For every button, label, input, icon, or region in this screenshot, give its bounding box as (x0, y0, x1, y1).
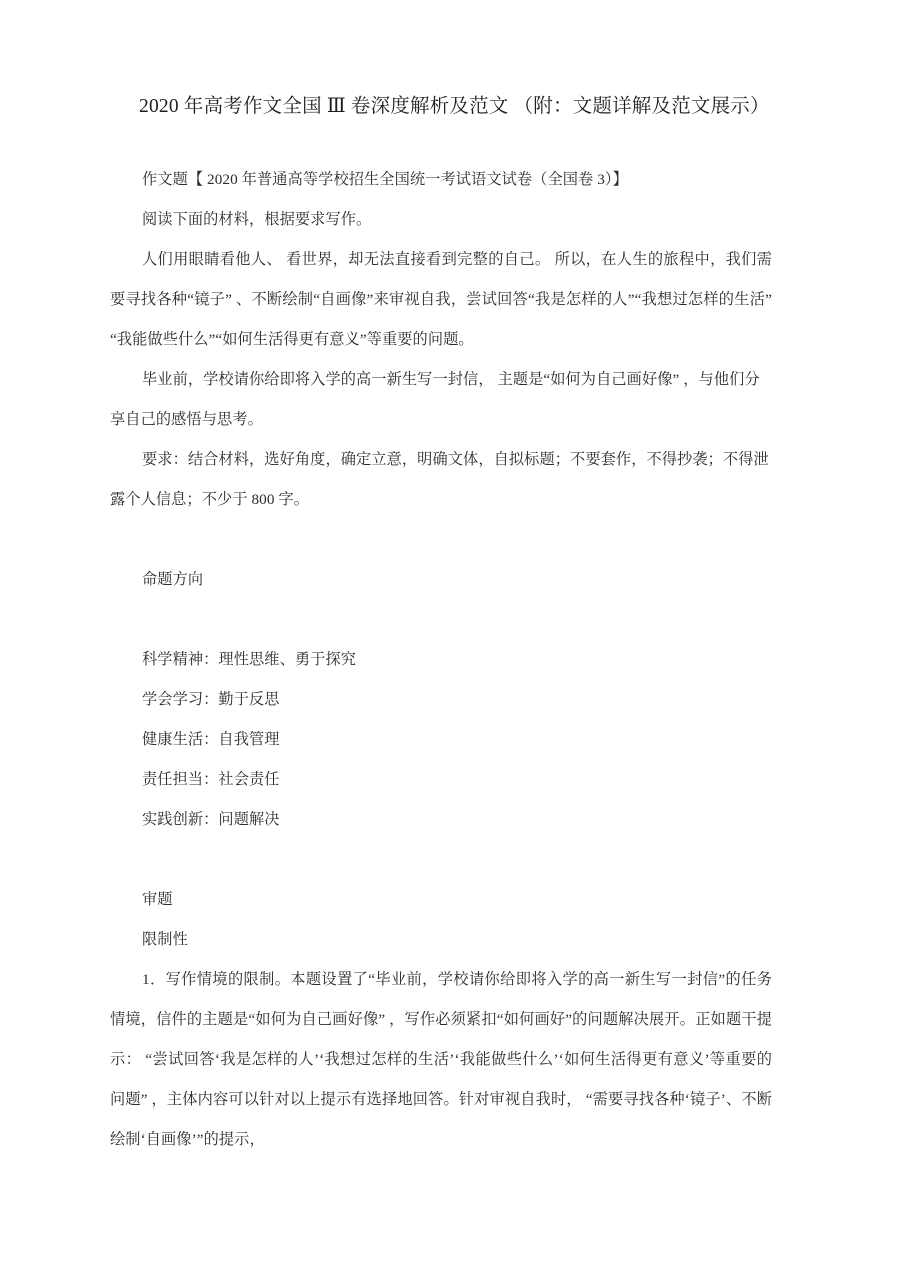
document-body (110, 160, 772, 1160)
material-paragraph-1: 人们用眼睛看他人、 看世界，却无法直接看到完整的自己。 所以，在人生的旅程中，我们需要寻找各种“镜子” 、不断绘制“自画像”来审视自我，尝试回答“我是怎样的人”“我想过怎样的生活”“我能做些什么”“如何生活得更有意义”等重要的问题。 (110, 251, 772, 348)
direction-item-learning: 学会学习：勤于反思 (142, 691, 280, 708)
instruction-line: 阅读下面的材料，根据要求写作。 (142, 211, 372, 228)
restriction-item-1: 1．写作情境的限制。本题设置了“毕业前，学校请你给即将入学的高一新生写一封信”的任务情境，信件的主题是“如何为自己画好像” ，写作必须紧扣“如何画好”的问题解决展开。正如题干提示： “尝试回答‘我是怎样的人’‘我想过怎样的生活’‘我能做些什么’‘如何生活得更有意义’等重要的问题” ，主体内容可以针对以上提示有选择地回答。针对审视自我时， “需要寻找各种‘镜子’、不断绘制‘自画像’”的提示， (110, 971, 772, 1148)
spacer-before-examine (110, 840, 772, 880)
direction-item-innovation: 实践创新：问题解决 (142, 811, 280, 828)
page-title: 2020 年高考作文全国 Ⅲ 卷深度解析及范文 （附：文题详解及范文展示） (139, 96, 770, 117)
spacer-before-direction (110, 520, 772, 560)
direction-item-health: 健康生活：自我管理 (142, 731, 280, 748)
prompt-heading: 作文题【 2020 年普通高等学校招生全国统一考试语文试卷（全国卷 3）】 (142, 171, 628, 188)
material-paragraph-2: 毕业前，学校请你给即将入学的高一新生写一封信， 主题是“如何为自己画好像” ，与他们分享自己的感悟与思考。 (110, 371, 760, 428)
section-heading-direction: 命题方向 (142, 571, 204, 588)
section-heading-examine: 审题 (142, 891, 173, 908)
spacer-after-direction-heading (110, 600, 772, 640)
direction-item-science: 科学精神：理性思维、勇于探究 (142, 651, 357, 668)
requirements-paragraph: 要求：结合材料，选好角度，确定立意，明确文体，自拟标题；不要套作，不得抄袭；不得泄露个人信息；不少于 800 字。 (110, 451, 769, 508)
direction-item-responsibility: 责任担当：社会责任 (142, 771, 280, 788)
section-heading-restriction: 限制性 (142, 931, 188, 948)
